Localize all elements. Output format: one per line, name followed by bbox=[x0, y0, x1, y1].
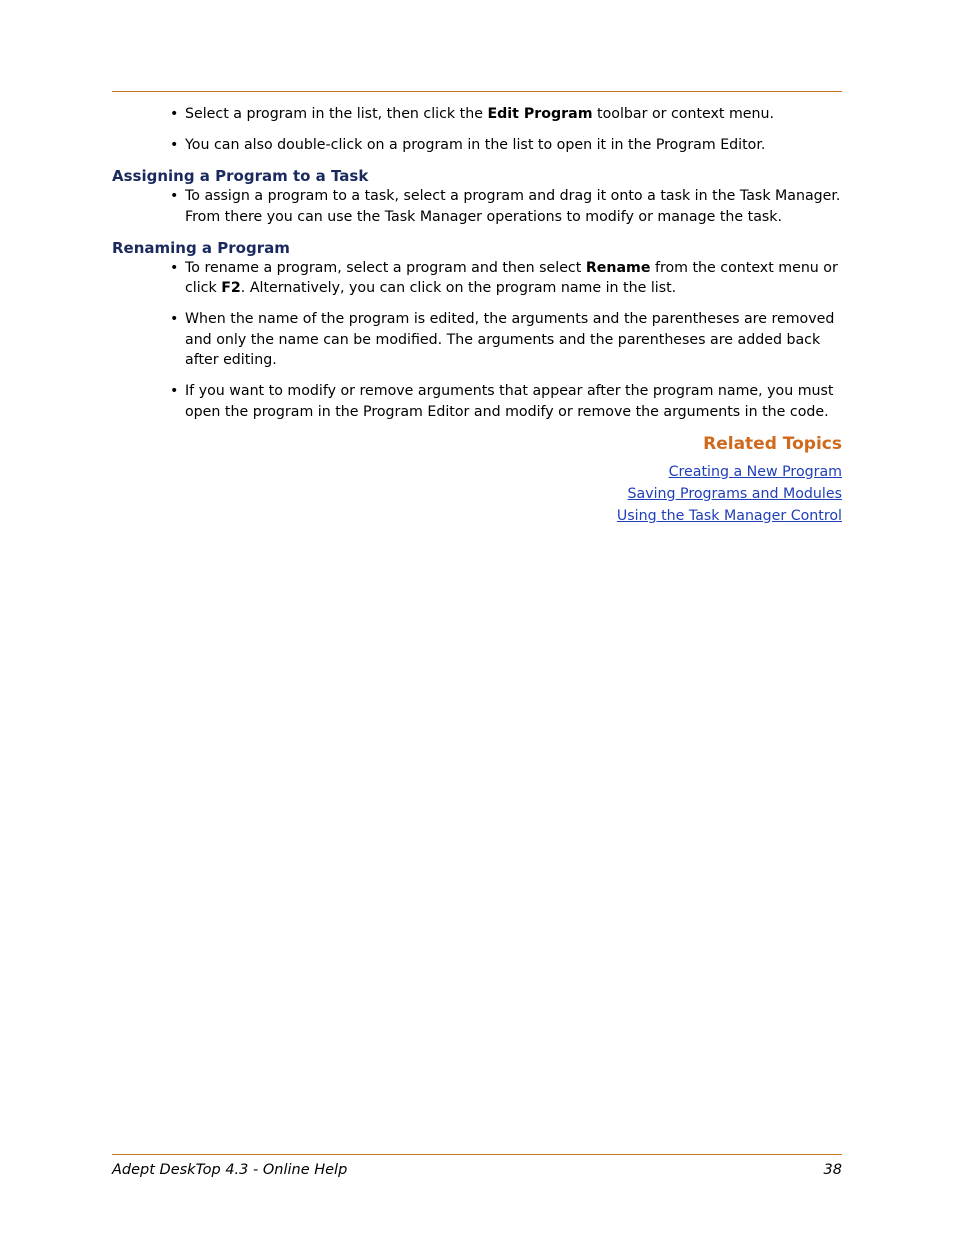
bullet-icon: • bbox=[170, 383, 179, 399]
list-item bbox=[112, 309, 842, 371]
bullet-text: If you want to modify or remove arguments that appear after the program name, you must open the program in the Program Editor and modify or remove the arguments in the code. bbox=[185, 383, 834, 420]
page-number: 38 bbox=[823, 1162, 842, 1178]
bullet-text: You can also double-click on a program in the list to open it in the Program Editor. bbox=[185, 137, 766, 153]
link-creating-new-program[interactable]: Creating a New Program bbox=[668, 463, 842, 480]
list-item bbox=[112, 381, 842, 422]
assign-program-list bbox=[112, 186, 842, 227]
bullet-text-bold: F2 bbox=[221, 280, 241, 296]
bullet-icon: • bbox=[170, 106, 179, 122]
bullet-text: When the name of the program is edited, the arguments and the parentheses are removed and only the name can be modified. The arguments and the parentheses are added back after editing. bbox=[185, 311, 835, 368]
section-heading-rename: Renaming a Program bbox=[112, 238, 290, 257]
link-saving-programs-modules[interactable]: Saving Programs and Modules bbox=[627, 485, 842, 502]
bullet-text: To assign a program to a task, select a program and drag it onto a task in the Task Manager. From there you can use the Task Manager operations to modify or manage the task. bbox=[185, 188, 841, 225]
bullet-icon: • bbox=[170, 188, 179, 204]
section-heading-assign: Assigning a Program to a Task bbox=[112, 167, 369, 185]
list-item bbox=[112, 135, 842, 156]
bullet-text-bold: Rename bbox=[585, 259, 651, 276]
related-topics-heading: Related Topics bbox=[703, 433, 842, 454]
bullet-text-post: toolbar or context menu. bbox=[592, 106, 774, 122]
edit-program-list bbox=[112, 104, 842, 156]
link-task-manager-control[interactable]: Using the Task Manager Control bbox=[616, 507, 842, 524]
bullet-text-pre: To rename a program, select a program and then select bbox=[185, 259, 586, 276]
rename-program-list bbox=[112, 258, 842, 423]
footer-rule bbox=[112, 1154, 842, 1155]
list-item bbox=[112, 186, 842, 227]
bullet-text-pre: Select a program in the list, then click the bbox=[185, 106, 488, 122]
bullet-icon: • bbox=[170, 311, 179, 327]
bullet-icon: • bbox=[170, 259, 179, 276]
bullet-icon: • bbox=[170, 137, 179, 153]
header-rule bbox=[112, 91, 842, 92]
list-item bbox=[112, 258, 842, 299]
bullet-text-mid: from the context menu or click bbox=[185, 259, 838, 296]
related-topics bbox=[112, 433, 842, 527]
bullet-text-post: . Alternatively, you can click on the program name in the list. bbox=[240, 280, 677, 296]
list-item bbox=[112, 104, 842, 125]
page-content bbox=[112, 104, 842, 527]
bullet-text-bold: Edit Program bbox=[487, 106, 593, 122]
footer-title: Adept DeskTop 4.3 - Online Help bbox=[112, 1162, 348, 1178]
